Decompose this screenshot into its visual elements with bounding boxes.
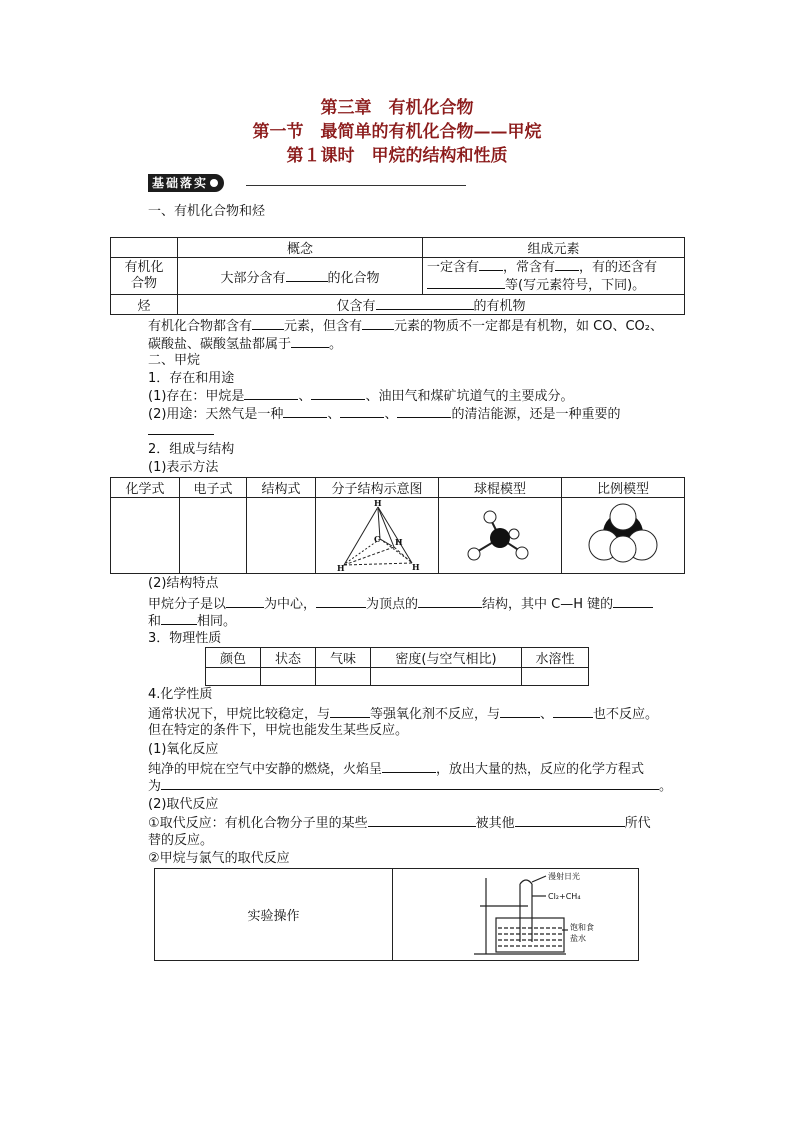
subheading: (2)结构特点 [148,576,219,591]
lesson-title: 第１课时 甲烷的结构和性质 [286,146,508,166]
space-filling-model-cell [562,498,685,574]
blank[interactable] [330,705,370,718]
table-header: 分子结构示意图 [316,478,439,498]
table-cell: 一定含有 ，常含有 ，有的还含有 等(写元素符号，下同)。 [423,258,685,295]
table-cell: 大部分含有 的化合物 [178,258,423,295]
blank[interactable] [397,405,451,418]
blank[interactable] [418,595,482,608]
subheading: 4.化学性质 [148,687,213,702]
subheading: (1)氧化反应 [148,742,219,757]
experiment-label: 实验操作 [155,869,393,961]
text-line: (2)用途：天然气是一种 、 、 的清洁能源，还是一种重要的 [148,407,621,422]
subheading: (1)表示方法 [148,460,219,475]
ball-stick-model-cell [439,498,562,574]
table-cell[interactable] [316,668,371,686]
table-header: 组成元素 [423,238,685,258]
table-cell[interactable] [522,668,589,686]
dot-icon [210,179,218,187]
blank[interactable] [376,297,474,310]
text-line: 为 。 [148,779,673,794]
blank[interactable] [283,405,327,418]
table-cell[interactable] [261,668,316,686]
blank[interactable] [340,405,384,418]
chapter-title: 第三章 有机化合物 [320,98,474,118]
blank[interactable] [148,422,214,435]
section-banner [148,174,466,192]
experiment-table [154,868,639,961]
representation-table [110,477,685,574]
text-line: ①取代反应：有机化合物分子里的某些 被其他 所代 [148,816,651,831]
table-header: 水溶性 [522,648,589,668]
blank[interactable] [291,335,329,348]
ball-and-stick-model-icon [460,503,540,569]
section-title: 第一节 最简单的有机化合物——甲烷 [252,122,542,142]
note-line: 碳酸盐、碳酸氢盐都属于 。 [148,337,343,352]
subheading: 1．存在和用途 [148,371,235,386]
blank[interactable] [362,317,394,330]
space-filling-model-icon [583,503,663,569]
organic-table [110,237,685,315]
banner-label: 基础落实 [148,174,224,192]
table-cell[interactable] [111,498,180,574]
banner-rule [246,185,466,186]
table-cell[interactable] [247,498,316,574]
blank[interactable] [553,705,593,718]
subheading: 2．组成与结构 [148,442,235,457]
text-line: 但在特定的条件下，甲烷也能发生某些反应。 [148,723,409,738]
text-line: 替的反应。 [148,833,214,848]
subheading: (2)取代反应 [148,797,219,812]
svg-text:漫射日光: 漫射日光 [547,871,580,881]
blank[interactable] [479,258,503,271]
table-header: 颜色 [206,648,261,668]
subheading: ②甲烷与氯气的取代反应 [148,851,290,866]
text-line: 纯净的甲烷在空气中安静的燃烧，火焰呈 ，放出大量的热，反应的化学方程式 [148,762,645,777]
blank[interactable] [226,595,264,608]
text-line: (1)存在：甲烷是 、 、油田气和煤矿坑道气的主要成分。 [148,389,574,404]
blank[interactable] [316,595,366,608]
note-line: 有机化合物都含有 元素，但含有 元素的物质不一定都是有机物，如 CO、CO₂、 [148,319,663,334]
blank[interactable] [244,387,298,400]
blank[interactable] [427,276,505,289]
part1-heading: 一、有机化合物和烃 [148,204,266,219]
svg-text:H: H [412,561,420,572]
experiment-apparatus-diagram [416,870,616,960]
text-line [148,422,214,440]
svg-text:饱和食: 饱和食 [569,922,594,932]
blank[interactable] [368,814,476,827]
blank[interactable] [613,595,653,608]
blank[interactable] [382,760,436,773]
svg-text:盐水: 盐水 [569,933,586,943]
table-cell[interactable] [206,668,261,686]
table-header: 化学式 [111,478,180,498]
table-header: 概念 [178,238,423,258]
table-cell[interactable] [180,498,247,574]
tetrahedron-diagram [322,499,432,573]
blank[interactable] [286,269,328,282]
blank[interactable] [515,814,625,827]
svg-text:H: H [374,498,382,508]
blank[interactable] [252,317,284,330]
blank[interactable] [500,705,540,718]
table-header: 气味 [316,648,371,668]
table-header: 比例模型 [562,478,685,498]
physical-properties-table [205,647,589,686]
table-header: 密度(与空气相比) [371,648,522,668]
table-row-label: 有机化合物 [111,258,178,295]
svg-text:H: H [337,562,345,573]
table-cell[interactable] [371,668,522,686]
text-line: 通常状况下，甲烷比较稳定，与 等强氧化剂不反应，与 、 也不反应。 [148,707,659,722]
table-cell: 仅含有 的有机物 [178,295,685,315]
subheading: 3．物理性质 [148,631,222,646]
table-header: 结构式 [247,478,316,498]
blank[interactable] [555,258,579,271]
table-header: 球棍模型 [439,478,562,498]
structure-diagram-cell [316,498,439,574]
svg-text:H: H [395,536,403,547]
blank[interactable] [311,387,365,400]
blank[interactable] [161,777,659,790]
text-line: 和 相同。 [148,614,237,629]
table-header: 状态 [261,648,316,668]
text-line: 甲烷分子是以 为中心， 为顶点的 结构，其中 C—H 键的 [148,595,653,613]
experiment-diagram-cell [393,869,639,961]
svg-text:C: C [374,533,381,544]
table-row-label: 烃 [111,295,178,315]
table-header [111,238,178,258]
table-header: 电子式 [180,478,247,498]
blank[interactable] [161,612,197,625]
part2-heading: 二、甲烷 [148,353,201,368]
svg-text:Cl₂+CH₄: Cl₂+CH₄ [547,891,581,901]
